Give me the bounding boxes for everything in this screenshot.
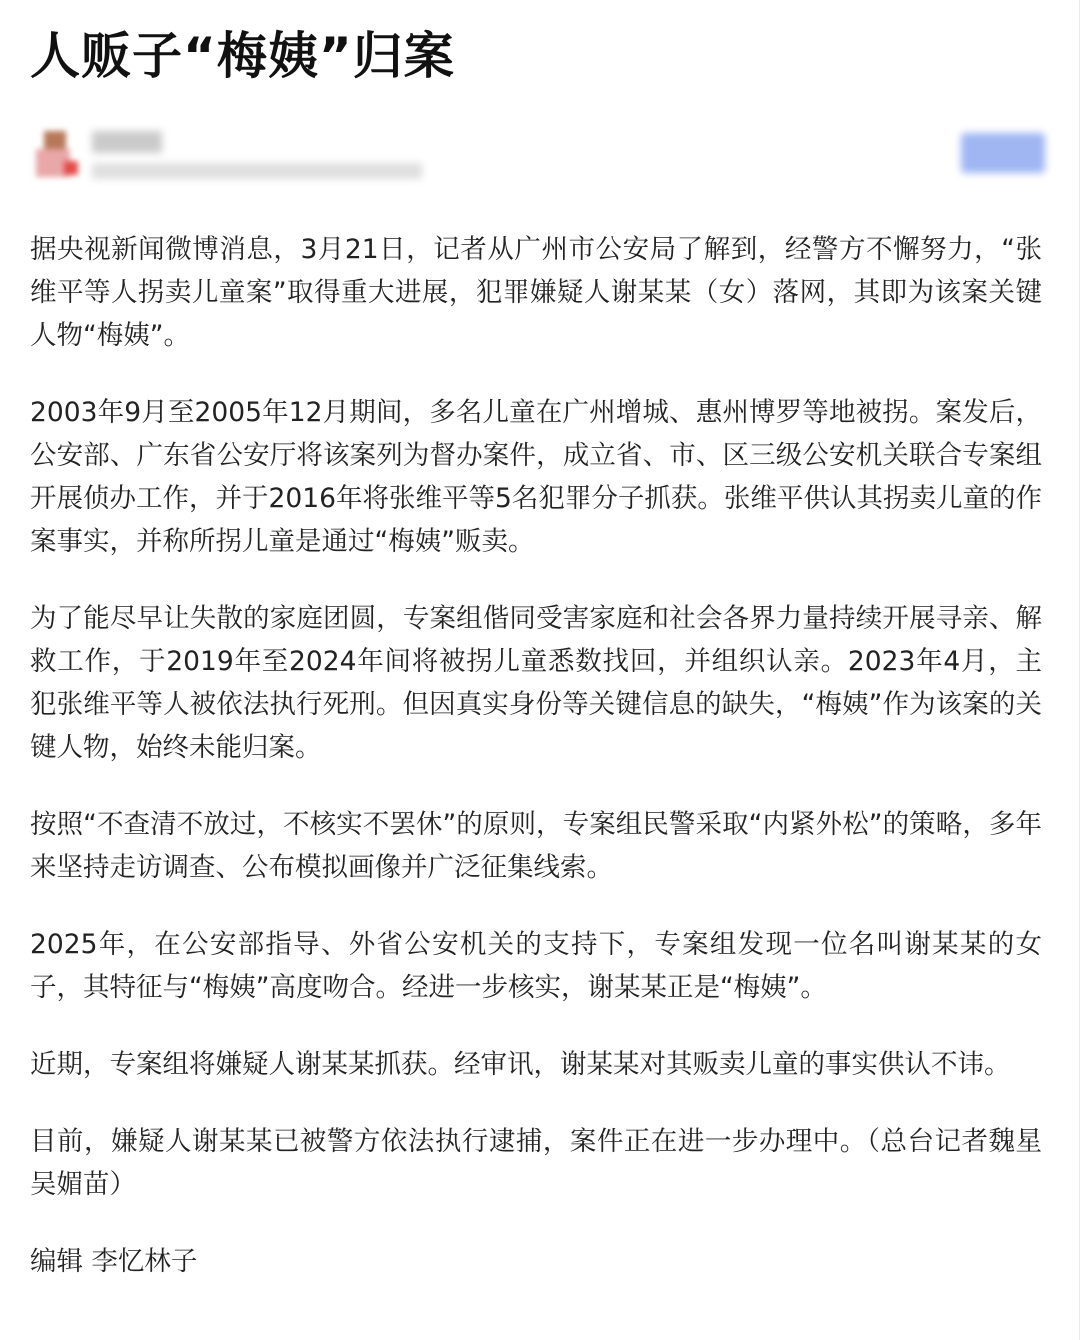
author-name-blurred[interactable] [92,131,162,153]
author-meta-blurred [92,163,422,179]
article-paragraph: 近期，专案组将嫌疑人谢某某抓获。经审讯，谢某某对其贩卖儿童的事实供认不讳。 [30,1049,1011,1080]
author-row [30,125,1045,195]
editor-credit: 编辑 李忆林子 [30,1246,198,1277]
article-paragraph: 2025年，在公安部指导、外省公安机关的支持下，专案组发现一位名叫谢某某的女子，其特征与“梅姨”高度吻合。经进一步核实，谢某某正是“梅姨”。 [30,929,1042,1003]
follow-button[interactable] [961,133,1045,173]
article-paragraph: 据央视新闻微博消息，3月21日，记者从广州市公安局了解到，经警方不懈努力，“张维平等人拐卖儿童案”取得重大进展，犯罪嫌疑人谢某某（女）落网，其即为该案关键人物“梅姨”。 [30,234,1042,351]
avatar-pixel [64,161,78,175]
article-paragraph: 2003年9月至2005年12月期间，多名儿童在广州增城、惠州博罗等地被拐。案发后，公安部、广东省公安厅将该案列为督办案件，成立省、市、区三级公安机关联合专案组开展侦办工作，并于2016年将张维平等5名犯罪分子抓获。张维平供认其拐卖儿童的作案事实，并称所拐儿童是通过“梅姨”贩卖。 [30,397,1042,557]
article-paragraph: 为了能尽早让失散的家庭团圆，专案组偕同受害家庭和社会各界力量持续开展寻亲、解救工作，于2019年至2024年间将被拐儿童悉数找回，并组织认亲。2023年4月，主犯张维平等人被依法执行死刑。但因真实身份等关键信息的缺失，“梅姨”作为该案的关键人物，始终未能归案。 [30,603,1042,763]
avatar-pixel [44,131,66,151]
article-paragraph: 按照“不查清不放过，不核实不罢休”的原则，专案组民警采取“内紧外松”的策略，多年来坚持走访调查、公布模拟画像并广泛征集线索。 [30,809,1042,883]
article-paragraph: 目前，嫌疑人谢某某已被警方依法执行逮捕，案件正在进一步办理中。（总台记者魏星 吴媚苗） [30,1126,1042,1200]
avatar[interactable] [30,127,80,187]
article-body [30,228,1042,1283]
article-title: 人贩子“梅姨”归案 [30,27,455,85]
